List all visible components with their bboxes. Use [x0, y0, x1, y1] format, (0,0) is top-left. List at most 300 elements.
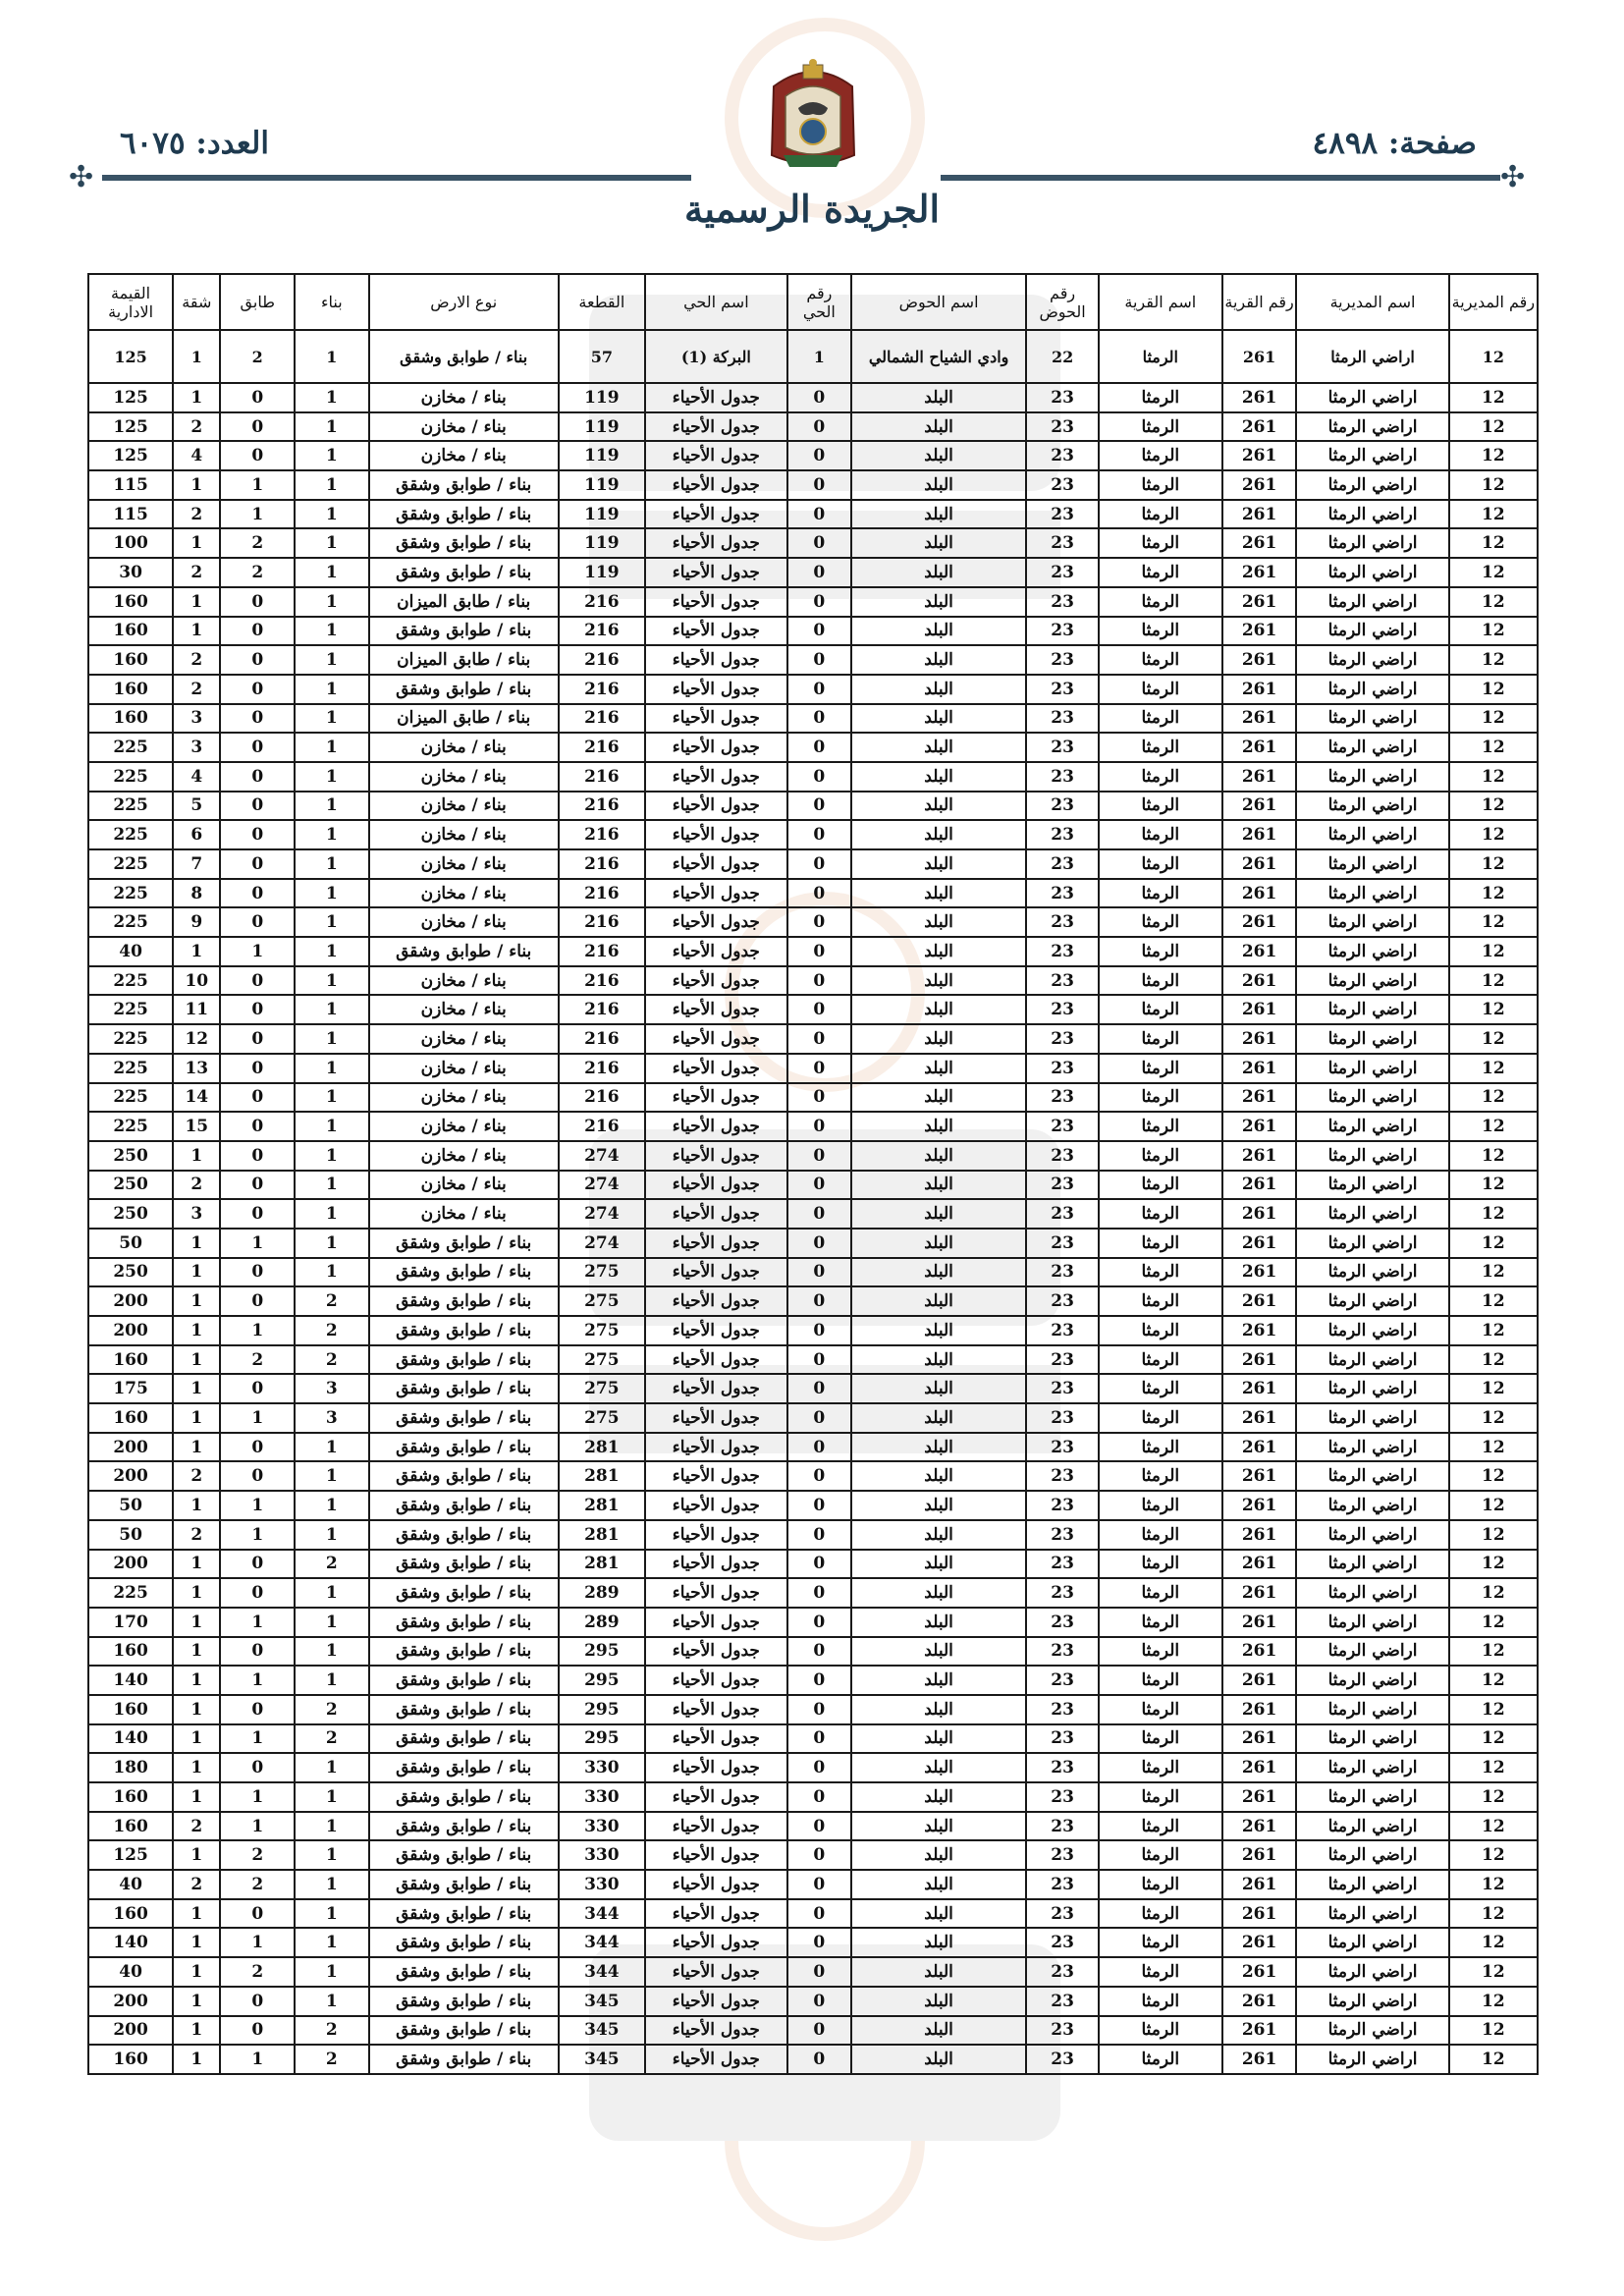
- table-cell: اراضي الرمثا: [1296, 1345, 1448, 1375]
- table-cell: 1: [173, 383, 220, 412]
- table-cell: 0: [220, 441, 295, 470]
- table-cell: 0: [787, 879, 851, 908]
- table-cell: البلد: [851, 1461, 1026, 1491]
- table-cell: 1: [295, 470, 369, 500]
- table-cell: 2: [295, 1286, 369, 1316]
- table-cell: بناء / مخازن: [369, 441, 559, 470]
- table-cell: بناء / طوابق وشقق: [369, 1782, 559, 1812]
- table-cell: جدول الأحياء: [645, 820, 787, 849]
- table-cell: 1: [173, 1957, 220, 1987]
- table-cell: البلد: [851, 1870, 1026, 1899]
- table-cell: 0: [787, 1578, 851, 1608]
- table-cell: 0: [220, 995, 295, 1024]
- table-cell: اراضي الرمثا: [1296, 1987, 1448, 2016]
- table-cell: 1: [173, 2016, 220, 2046]
- table-cell: 1: [173, 1724, 220, 1754]
- table-cell: 0: [787, 1928, 851, 1957]
- table-cell: 2: [295, 1724, 369, 1754]
- table-cell: اراضي الرمثا: [1296, 1928, 1448, 1957]
- table-cell: 0: [787, 704, 851, 734]
- table-cell: الرمثا: [1099, 849, 1222, 879]
- table-cell: الرمثا: [1099, 792, 1222, 821]
- table-cell: 0: [787, 558, 851, 587]
- table-cell: 12: [1449, 1957, 1538, 1987]
- table-cell: 50: [88, 1491, 173, 1520]
- column-header: رقم المديرية: [1449, 274, 1538, 330]
- table-cell: اراضي الرمثا: [1296, 1258, 1448, 1287]
- table-cell: 275: [559, 1286, 645, 1316]
- table-cell: بناء / مخازن: [369, 1054, 559, 1083]
- table-cell: 23: [1026, 820, 1098, 849]
- table-cell: 12: [1449, 1199, 1538, 1229]
- table-cell: 0: [787, 1461, 851, 1491]
- table-cell: 200: [88, 1316, 173, 1345]
- table-cell: 12: [1449, 1229, 1538, 1258]
- table-cell: 274: [559, 1199, 645, 1229]
- table-cell: 261: [1222, 704, 1297, 734]
- table-cell: 0: [787, 1258, 851, 1287]
- table-cell: بناء / طابق الميزان: [369, 704, 559, 734]
- table-row: [88, 1928, 1538, 1957]
- table-cell: 2: [220, 1957, 295, 1987]
- column-header: اسم الحوض: [851, 274, 1026, 330]
- table-cell: 2: [220, 1870, 295, 1899]
- table-cell: 12: [1449, 558, 1538, 587]
- table-cell: 5: [173, 792, 220, 821]
- table-cell: 1: [173, 1666, 220, 1695]
- table-cell: بناء / طوابق وشقق: [369, 2045, 559, 2074]
- table-cell: 1: [173, 937, 220, 966]
- table-cell: 261: [1222, 1840, 1297, 1870]
- table-cell: 1: [295, 1957, 369, 1987]
- table-cell: اراضي الرمثا: [1296, 1286, 1448, 1316]
- table-cell: 1: [295, 1840, 369, 1870]
- table-row: [88, 441, 1538, 470]
- table-cell: الرمثا: [1099, 1957, 1222, 1987]
- table-cell: 1: [295, 1666, 369, 1695]
- table-cell: 0: [220, 2016, 295, 2046]
- table-cell: الرمثا: [1099, 1987, 1222, 2016]
- table-cell: 216: [559, 645, 645, 675]
- table-cell: 330: [559, 1782, 645, 1812]
- table-cell: جدول الأحياء: [645, 1520, 787, 1550]
- table-cell: 1: [220, 1782, 295, 1812]
- table-cell: 250: [88, 1141, 173, 1171]
- table-cell: اراضي الرمثا: [1296, 412, 1448, 442]
- table-cell: بناء / طوابق وشقق: [369, 1316, 559, 1345]
- table-row: [88, 1403, 1538, 1433]
- table-cell: 250: [88, 1171, 173, 1200]
- table-cell: 1: [220, 1316, 295, 1345]
- table-cell: الرمثا: [1099, 1870, 1222, 1899]
- table-cell: 0: [787, 675, 851, 704]
- table-cell: 1: [173, 470, 220, 500]
- table-cell: 200: [88, 1433, 173, 1462]
- table-cell: الرمثا: [1099, 412, 1222, 442]
- table-cell: 23: [1026, 1141, 1098, 1171]
- table-cell: 0: [787, 1286, 851, 1316]
- table-cell: 1: [295, 587, 369, 617]
- column-header: بناء: [295, 274, 369, 330]
- table-cell: 12: [1449, 792, 1538, 821]
- table-cell: 2: [220, 1840, 295, 1870]
- table-cell: 0: [787, 645, 851, 675]
- table-cell: 4: [173, 441, 220, 470]
- table-cell: 12: [1449, 1316, 1538, 1345]
- table-cell: 250: [88, 1258, 173, 1287]
- table-cell: 216: [559, 1083, 645, 1113]
- table-cell: جدول الأحياء: [645, 1957, 787, 1987]
- table-cell: جدول الأحياء: [645, 1637, 787, 1667]
- table-cell: بناء / طوابق وشقق: [369, 1461, 559, 1491]
- table-cell: الرمثا: [1099, 704, 1222, 734]
- table-cell: 261: [1222, 617, 1297, 646]
- table-cell: الرمثا: [1099, 1840, 1222, 1870]
- table-cell: 0: [787, 1433, 851, 1462]
- table-cell: 23: [1026, 383, 1098, 412]
- table-cell: 0: [787, 1870, 851, 1899]
- table-cell: 0: [787, 1024, 851, 1054]
- table-cell: 261: [1222, 937, 1297, 966]
- table-cell: 0: [787, 1608, 851, 1637]
- table-cell: بناء / مخازن: [369, 1141, 559, 1171]
- table-cell: 2: [173, 1870, 220, 1899]
- table-cell: 2: [295, 1316, 369, 1345]
- table-cell: 216: [559, 966, 645, 996]
- table-row: [88, 937, 1538, 966]
- table-cell: 281: [559, 1433, 645, 1462]
- table-cell: 23: [1026, 1928, 1098, 1957]
- table-cell: اراضي الرمثا: [1296, 937, 1448, 966]
- table-cell: بناء / مخازن: [369, 995, 559, 1024]
- table-cell: 330: [559, 1753, 645, 1782]
- table-cell: 12: [1449, 1286, 1538, 1316]
- table-cell: الرمثا: [1099, 1054, 1222, 1083]
- table-cell: اراضي الرمثا: [1296, 1199, 1448, 1229]
- table-cell: 0: [787, 1520, 851, 1550]
- table-cell: 23: [1026, 1403, 1098, 1433]
- table-cell: 1: [295, 907, 369, 937]
- table-cell: 23: [1026, 441, 1098, 470]
- celtic-knot-icon: ✣: [69, 160, 94, 194]
- table-cell: 289: [559, 1578, 645, 1608]
- table-cell: وادي الشياح الشمالي: [851, 330, 1026, 383]
- table-cell: 261: [1222, 1957, 1297, 1987]
- table-cell: 275: [559, 1374, 645, 1403]
- column-header: طابق: [220, 274, 295, 330]
- column-header: اسم المديرية: [1296, 274, 1448, 330]
- table-cell: 200: [88, 2016, 173, 2046]
- table-row: [88, 412, 1538, 442]
- table-cell: 0: [787, 1054, 851, 1083]
- table-cell: 0: [787, 1666, 851, 1695]
- table-cell: 1: [220, 1229, 295, 1258]
- table-cell: 180: [88, 1753, 173, 1782]
- table-cell: بناء / طوابق وشقق: [369, 1637, 559, 1667]
- table-cell: البلد: [851, 1578, 1026, 1608]
- table-cell: 12: [1449, 587, 1538, 617]
- table-cell: 275: [559, 1316, 645, 1345]
- table-cell: 1: [173, 1753, 220, 1782]
- table-cell: 0: [787, 849, 851, 879]
- table-cell: 1: [295, 617, 369, 646]
- table-cell: 3: [173, 1199, 220, 1229]
- table-cell: 261: [1222, 2016, 1297, 2046]
- table-cell: اراضي الرمثا: [1296, 1403, 1448, 1433]
- table-cell: 23: [1026, 1374, 1098, 1403]
- table-cell: 160: [88, 1782, 173, 1812]
- table-cell: 0: [787, 733, 851, 762]
- table-cell: بناء / مخازن: [369, 733, 559, 762]
- table-cell: 1: [220, 1520, 295, 1550]
- table-cell: بناء / طوابق وشقق: [369, 1491, 559, 1520]
- table-row: [88, 2045, 1538, 2074]
- table-cell: البلد: [851, 1957, 1026, 1987]
- table-cell: 0: [220, 1374, 295, 1403]
- table-cell: جدول الأحياء: [645, 937, 787, 966]
- table-row: [88, 907, 1538, 937]
- table-cell: 261: [1222, 1286, 1297, 1316]
- table-cell: 275: [559, 1403, 645, 1433]
- table-cell: 30: [88, 558, 173, 587]
- table-cell: 261: [1222, 441, 1297, 470]
- table-row: [88, 733, 1538, 762]
- table-cell: 225: [88, 792, 173, 821]
- table-cell: 1: [295, 558, 369, 587]
- table-cell: جدول الأحياء: [645, 1286, 787, 1316]
- table-cell: جدول الأحياء: [645, 704, 787, 734]
- table-cell: 1: [295, 1024, 369, 1054]
- table-cell: بناء / طوابق وشقق: [369, 1987, 559, 2016]
- table-cell: 12: [1449, 1928, 1538, 1957]
- table-cell: 1: [295, 1229, 369, 1258]
- table-cell: 0: [220, 1578, 295, 1608]
- table-cell: 23: [1026, 907, 1098, 937]
- table-cell: 1: [220, 1724, 295, 1754]
- table-cell: 0: [787, 2045, 851, 2074]
- table-cell: بناء / طوابق وشقق: [369, 1403, 559, 1433]
- table-cell: جدول الأحياء: [645, 1840, 787, 1870]
- table-cell: بناء / مخازن: [369, 1171, 559, 1200]
- table-cell: 261: [1222, 1141, 1297, 1171]
- table-cell: اراضي الرمثا: [1296, 1024, 1448, 1054]
- table-cell: بناء / طوابق وشقق: [369, 1229, 559, 1258]
- table-cell: اراضي الرمثا: [1296, 907, 1448, 937]
- table-cell: الرمثا: [1099, 1520, 1222, 1550]
- table-cell: 1: [295, 995, 369, 1024]
- table-cell: الرمثا: [1099, 1374, 1222, 1403]
- table-cell: 261: [1222, 587, 1297, 617]
- table-cell: 3: [295, 1374, 369, 1403]
- table-cell: 261: [1222, 792, 1297, 821]
- table-cell: جدول الأحياء: [645, 1491, 787, 1520]
- table-cell: 1: [220, 1812, 295, 1841]
- table-cell: 23: [1026, 645, 1098, 675]
- table-cell: اراضي الرمثا: [1296, 995, 1448, 1024]
- table-cell: الرمثا: [1099, 1403, 1222, 1433]
- table-cell: 0: [220, 966, 295, 996]
- table-cell: 12: [1449, 995, 1538, 1024]
- table-cell: 1: [173, 2045, 220, 2074]
- table-cell: 22: [1026, 330, 1098, 383]
- table-cell: 1: [295, 412, 369, 442]
- table-cell: 160: [88, 617, 173, 646]
- table-cell: جدول الأحياء: [645, 1695, 787, 1724]
- table-cell: 2: [220, 330, 295, 383]
- jordan-coat-of-arms-icon: [764, 57, 862, 173]
- table-cell: 40: [88, 937, 173, 966]
- table-cell: 119: [559, 558, 645, 587]
- table-cell: 261: [1222, 1812, 1297, 1841]
- table-cell: اراضي الرمثا: [1296, 2045, 1448, 2074]
- table-cell: 261: [1222, 1083, 1297, 1113]
- table-cell: جدول الأحياء: [645, 1054, 787, 1083]
- table-cell: البلد: [851, 1316, 1026, 1345]
- table-cell: بناء / طوابق وشقق: [369, 1666, 559, 1695]
- table-row: [88, 1433, 1538, 1462]
- table-row: [88, 2016, 1538, 2046]
- table-cell: 1: [173, 1229, 220, 1258]
- table-cell: 1: [173, 1403, 220, 1433]
- table-cell: البلد: [851, 966, 1026, 996]
- table-cell: 115: [88, 500, 173, 529]
- table-cell: 1: [220, 1403, 295, 1433]
- table-cell: 0: [787, 500, 851, 529]
- table-cell: 0: [220, 1637, 295, 1667]
- table-cell: الرمثا: [1099, 995, 1222, 1024]
- table-cell: 1: [173, 1258, 220, 1287]
- table-cell: الرمثا: [1099, 500, 1222, 529]
- table-cell: البلد: [851, 1608, 1026, 1637]
- table-cell: الرمثا: [1099, 1637, 1222, 1667]
- table-cell: الرمثا: [1099, 762, 1222, 792]
- table-cell: الرمثا: [1099, 1024, 1222, 1054]
- table-cell: الرمثا: [1099, 1491, 1222, 1520]
- table-cell: 23: [1026, 1112, 1098, 1141]
- table-cell: 23: [1026, 1695, 1098, 1724]
- table-cell: 261: [1222, 1345, 1297, 1375]
- table-cell: 12: [1449, 500, 1538, 529]
- table-cell: بناء / طوابق وشقق: [369, 528, 559, 558]
- table-cell: الرمثا: [1099, 937, 1222, 966]
- table-cell: 2: [220, 558, 295, 587]
- table-cell: 0: [220, 412, 295, 442]
- table-cell: الرمثا: [1099, 733, 1222, 762]
- table-cell: 12: [1449, 733, 1538, 762]
- table-cell: اراضي الرمثا: [1296, 733, 1448, 762]
- table-cell: 2: [173, 1520, 220, 1550]
- table-cell: 125: [88, 383, 173, 412]
- table-cell: 1: [295, 1899, 369, 1929]
- table-cell: 330: [559, 1870, 645, 1899]
- table-cell: 1: [220, 500, 295, 529]
- table-cell: 10: [173, 966, 220, 996]
- table-cell: 12: [1449, 1054, 1538, 1083]
- table-cell: بناء / طوابق وشقق: [369, 470, 559, 500]
- table-cell: 0: [220, 1286, 295, 1316]
- table-cell: 23: [1026, 1550, 1098, 1579]
- table-cell: 216: [559, 675, 645, 704]
- table-cell: 12: [1449, 330, 1538, 383]
- table-cell: جدول الأحياء: [645, 441, 787, 470]
- table-cell: 23: [1026, 1899, 1098, 1929]
- table-cell: 216: [559, 995, 645, 1024]
- table-cell: 12: [1449, 1550, 1538, 1579]
- table-cell: الرمثا: [1099, 1928, 1222, 1957]
- table-cell: 12: [1449, 1724, 1538, 1754]
- table-cell: 261: [1222, 1461, 1297, 1491]
- table-cell: 0: [787, 528, 851, 558]
- table-cell: 23: [1026, 733, 1098, 762]
- table-row: [88, 1812, 1538, 1841]
- table-cell: 275: [559, 1345, 645, 1375]
- table-cell: 0: [787, 1782, 851, 1812]
- table-cell: 2: [295, 1695, 369, 1724]
- table-row: [88, 675, 1538, 704]
- table-row: [88, 1024, 1538, 1054]
- table-cell: 0: [787, 1637, 851, 1667]
- table-cell: 23: [1026, 1433, 1098, 1462]
- table-cell: جدول الأحياء: [645, 762, 787, 792]
- table-cell: جدول الأحياء: [645, 470, 787, 500]
- table-cell: 261: [1222, 1753, 1297, 1782]
- table-cell: 216: [559, 879, 645, 908]
- table-cell: جدول الأحياء: [645, 1171, 787, 1200]
- table-cell: 23: [1026, 704, 1098, 734]
- table-cell: 1: [295, 528, 369, 558]
- table-cell: 0: [787, 1316, 851, 1345]
- table-row: [88, 558, 1538, 587]
- table-cell: بناء / مخازن: [369, 1083, 559, 1113]
- table-row: [88, 383, 1538, 412]
- table-cell: 216: [559, 937, 645, 966]
- table-cell: 261: [1222, 1316, 1297, 1345]
- table-cell: 140: [88, 1724, 173, 1754]
- table-cell: 1: [295, 1578, 369, 1608]
- table-cell: الرمثا: [1099, 966, 1222, 996]
- table-row: [88, 704, 1538, 734]
- table-cell: 23: [1026, 1520, 1098, 1550]
- table-cell: 344: [559, 1928, 645, 1957]
- table-cell: 261: [1222, 412, 1297, 442]
- table-cell: البلد: [851, 733, 1026, 762]
- table-cell: 261: [1222, 1054, 1297, 1083]
- table-cell: 274: [559, 1141, 645, 1171]
- table-cell: 261: [1222, 1899, 1297, 1929]
- table-cell: 1: [173, 1316, 220, 1345]
- table-cell: جدول الأحياء: [645, 995, 787, 1024]
- table-cell: 23: [1026, 500, 1098, 529]
- table-cell: 0: [220, 879, 295, 908]
- table-cell: 0: [220, 704, 295, 734]
- table-cell: 1: [295, 966, 369, 996]
- table-cell: 216: [559, 733, 645, 762]
- table-cell: الرمثا: [1099, 1199, 1222, 1229]
- table-cell: 1: [173, 617, 220, 646]
- table-cell: بناء / مخازن: [369, 820, 559, 849]
- table-cell: البلد: [851, 2045, 1026, 2074]
- table-cell: البلد: [851, 937, 1026, 966]
- table-cell: 1: [295, 1461, 369, 1491]
- table-cell: 100: [88, 528, 173, 558]
- table-cell: 216: [559, 1024, 645, 1054]
- table-cell: 12: [1449, 1491, 1538, 1520]
- table-cell: الرمثا: [1099, 1258, 1222, 1287]
- table-cell: 1: [295, 792, 369, 821]
- table-cell: 0: [787, 1083, 851, 1113]
- table-cell: اراضي الرمثا: [1296, 645, 1448, 675]
- table-cell: 160: [88, 1345, 173, 1375]
